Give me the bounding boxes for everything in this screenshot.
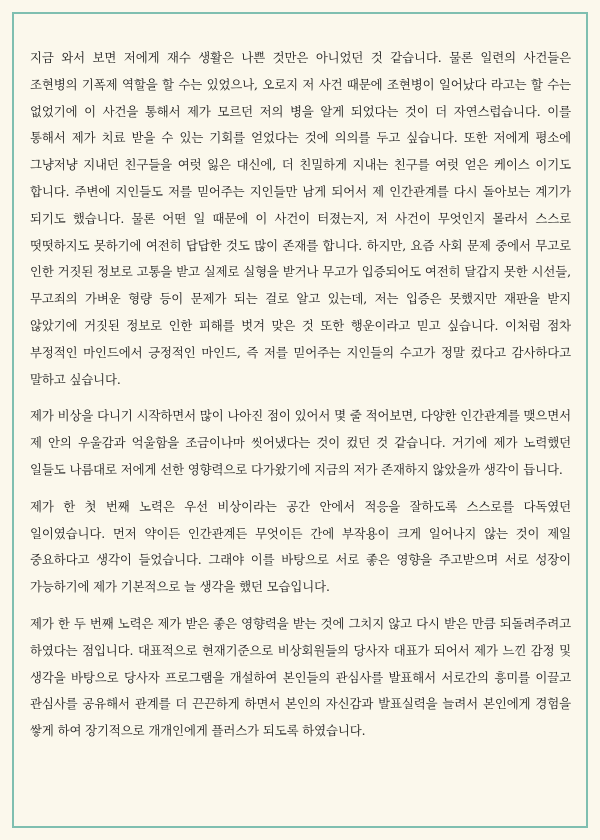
paragraph-1: 지금 와서 보면 저에게 재수 생활은 나쁜 것만은 아니었던 것 같습니다. 물론 일련의 사건들은 조현병의 기폭제 역할을 할 수는 있었으나, 오로지 저 사건 때문에 조현병이 일어났다 라고는 할 수는 없었기에 이 사건을 통해서 제가 모르던 저의 병을 알게 되었다는 것이 더 자연스럽습니다. 이를 통해서 제가 치료 받을 수 있는 기회를 얻었다는 것에 의의를 두고 싶습니다. 또한 저에게 평소에 그냥저냥 지내던 친구들을 여럿 잃은 대신에, 더 친밀하게 지내는 친구를 여럿 얻은 케이스 이기도 합니다. 주변에 지인들도 저를 믿어주는 지인들만 남게 되어서 제 인간관계를 다시 돌아보는 계기가 되기도 했습니다. 물론 어떤 일 때문에 이 사건이 터졌는지, 저 사건이 무엇인지 몰라서 스스로 떳떳하지도 못하기에 여전히 답답한 것도 많이 존재를 합니다. 하지만, 요즘 사회 문제 중에서 무고로 인한 거짓된 정보로 고통을 받고 실제로 실형을 받거나 무고가 입증되어도 여전히 달갑지 못한 시선들, 무고죄의 가벼운 형량 등이 문제가 되는 걸로 알고 있는데, 저는 입증은 못했지만 재판을 받지 않았기에 거짓된 정보로 인한 피해를 벗겨 맞은 것 또한 행운이라고 믿고 싶습니다. 이처럼 점차 부정적인 마인드에서 긍정적인 마인드, 즉 저를 믿어주는 지인들의 수고가 정말 컸다고 감사하다고 말하고 싶습니다. xyxy=(30,50,571,387)
paragraph-4: 제가 한 두 번째 노력은 제가 받은 좋은 영향력을 받는 것에 그치지 않고 다시 받은 만큼 되돌려주려고 하였다는 점입니다. 대표적으로 현재기준으로 비상회원들의 당사자 대표가 되어서 제가 느낀 감정 및 생각을 바탕으로 당사자 프로그램을 개설하여 본인들의 관심사를 발표해서 서로간의 흥미를 이끌고 관심사를 공유해서 관계를 더 끈끈하게 하면서 본인의 자신감과 발표실력을 늘려서 본인에게 경험을 쌓게 하여 장기적으로 개개인에게 플러스가 되도록 하였습니다. xyxy=(30,615,571,739)
paragraph-2: 제가 비상을 다니기 시작하면서 많이 나아진 점이 있어서 몇 줄 적어보면, 다양한 인간관계를 맺으면서 제 안의 우울감과 억울함을 조금이나마 씻어냈다는 것이 컸던 것 같습니다. 거기에 제가 노력했던 일들도 나름대로 저에게 선한 영향력으로 다가왔기에 지금의 저가 존재하지 않았을까 생각이 듭니다. xyxy=(30,408,571,477)
paragraph-3: 제가 한 첫 번째 노력은 우선 비상이라는 공간 안에서 적응을 잘하도록 스스로를 다독였던 일이였습니다. 먼저 약이든 인간관계든 무엇이든 간에 부작용이 크게 일어나지 않는 것이 제일 중요하다고 생각이 들었습니다. 그래야 이를 바탕으로 서로 좋은 영향을 주고받으며 서로 성장이 가능하기에 제가 기본적으로 늘 생각을 했던 모습입니다. xyxy=(30,498,571,595)
document-body xyxy=(30,45,571,755)
